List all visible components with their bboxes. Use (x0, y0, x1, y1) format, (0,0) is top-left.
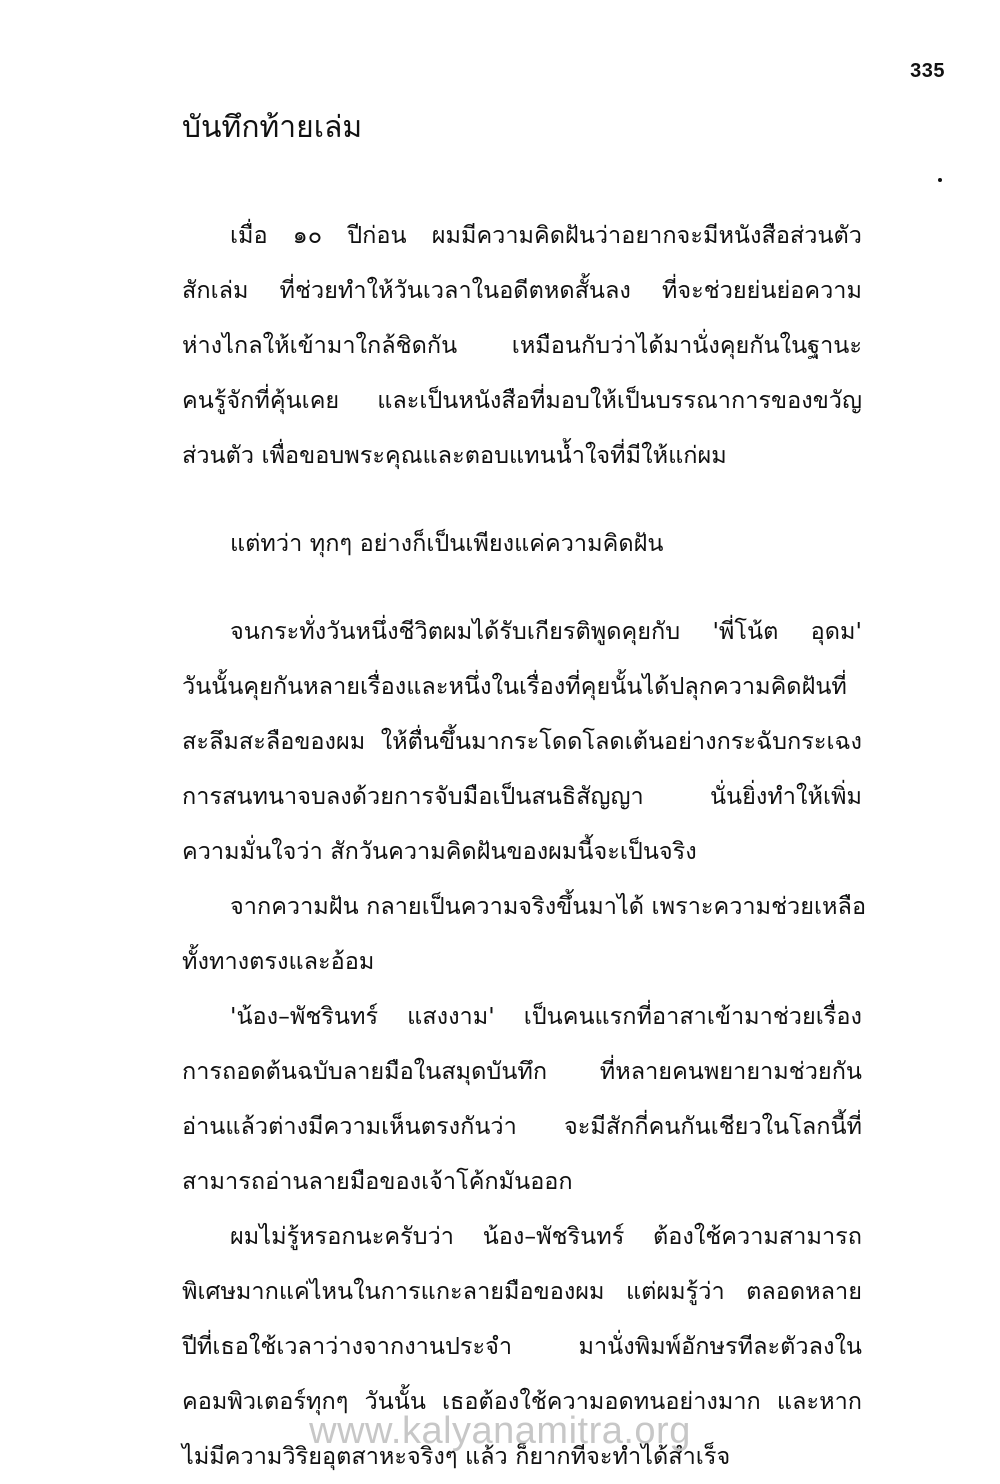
paragraph-5-line-4: สามารถอ่านลายมือของเจ้าโค้กมันออก (182, 1167, 573, 1195)
watermark: www.kalyanamitra.org (309, 1410, 691, 1452)
page-title: บันทึกท้ายเล่ม (182, 110, 363, 145)
paragraph-1-line-3: ห่างไกลให้เข้ามาใกล้ชิดกัน เหมือนกับว่าได้มานั่งคุยกันในฐานะ (182, 331, 862, 359)
paragraph-1-line-2: สักเล่ม ที่ช่วยทำให้วันเวลาในอดีตหดสั้นลง ที่จะช่วยย่นย่อความ (182, 276, 862, 304)
paragraph-6-line-4: คอมพิวเตอร์ทุกๆ วันนั้น เธอต้องใช้ความอดทนอย่างมาก และหาก (182, 1387, 862, 1415)
paragraph-6-line-5: ไม่มีความวิริยอุตสาหะจริงๆ แล้ว ก็ยากที่จะทำได้สำเร็จ (182, 1442, 731, 1470)
paragraph-3-line-4: การสนทนาจบลงด้วยการจับมือเป็นสนธิสัญญา นั่นยิ่งทำให้เพิ่ม (182, 782, 862, 810)
paragraph-gap (182, 571, 862, 604)
page-number: 335 (910, 60, 945, 82)
paragraph-5-line-2: การถอดต้นฉบับลายมือในสมุดบันทึก ที่หลายคนพยายามช่วยกัน (182, 1057, 862, 1085)
paragraph-3-line-2: วันนั้นคุยกันหลายเรื่องและหนึ่งในเรื่องที่คุยนั้นได้ปลุกความคิดฝันที่ (182, 672, 847, 700)
paragraph-6-line-1: ผมไม่รู้หรอกนะครับว่า น้อง–พัชรินทร์ ต้องใช้ความสามารถ (230, 1222, 862, 1250)
paragraph-4-line-2: ทั้งทางตรงและอ้อม (182, 947, 375, 975)
paragraph-3-line-5: ความมั่นใจว่า สักวันความคิดฝันของผมนี้จะเป็นจริง (182, 837, 697, 865)
paragraph-5-line-3: อ่านแล้วต่างมีความเห็นตรงกันว่า จะมีสักกี่คนกันเชียวในโลกนี้ที่ (182, 1112, 862, 1140)
paragraph-6-line-2: พิเศษมากแค่ไหนในการแกะลายมือของผม แต่ผมรู้ว่า ตลอดหลาย (182, 1277, 862, 1305)
paragraph-3-line-3: สะลึมสะลือของผม ให้ตื่นขึ้นมากระโดดโลดเต้นอย่างกระฉับกระเฉง (182, 727, 862, 755)
paragraph-gap (182, 483, 862, 516)
paragraph-4-line-1: จากความฝัน กลายเป็นความจริงขึ้นมาได้ เพราะความช่วยเหลือ (230, 892, 867, 920)
paragraph-1-line-1: เมื่อ ๑๐ ปีก่อน ผมมีความคิดฝันว่าอยากจะมีหนังสือส่วนตัว (230, 221, 862, 249)
stray-dot-mark (938, 178, 942, 182)
paragraph-2-line-1: แต่ทว่า ทุกๆ อย่างก็เป็นเพียงแค่ความคิดฝัน (230, 529, 664, 557)
body-text (182, 208, 867, 1484)
paragraph-1-line-4: คนรู้จักที่คุ้นเคย และเป็นหนังสือที่มอบให้เป็นบรรณาการของขวัญ (182, 386, 862, 414)
paragraph-5-line-1: 'น้อง–พัชรินทร์ แสงงาม' เป็นคนแรกที่อาสาเข้ามาช่วยเรื่อง (230, 1002, 862, 1030)
paragraph-3-line-1: จนกระทั่งวันหนึ่งชีวิตผมได้รับเกียรติพูดคุยกับ 'พี่โน้ต อุดม' (230, 617, 862, 645)
paragraph-6-line-3: ปีที่เธอใช้เวลาว่างจากงานประจำ มานั่งพิมพ์อักษรทีละตัวลงใน (182, 1332, 862, 1360)
paragraph-1-line-5: ส่วนตัว เพื่อขอบพระคุณและตอบแทนน้ำใจที่มีให้แก่ผม (182, 441, 727, 469)
